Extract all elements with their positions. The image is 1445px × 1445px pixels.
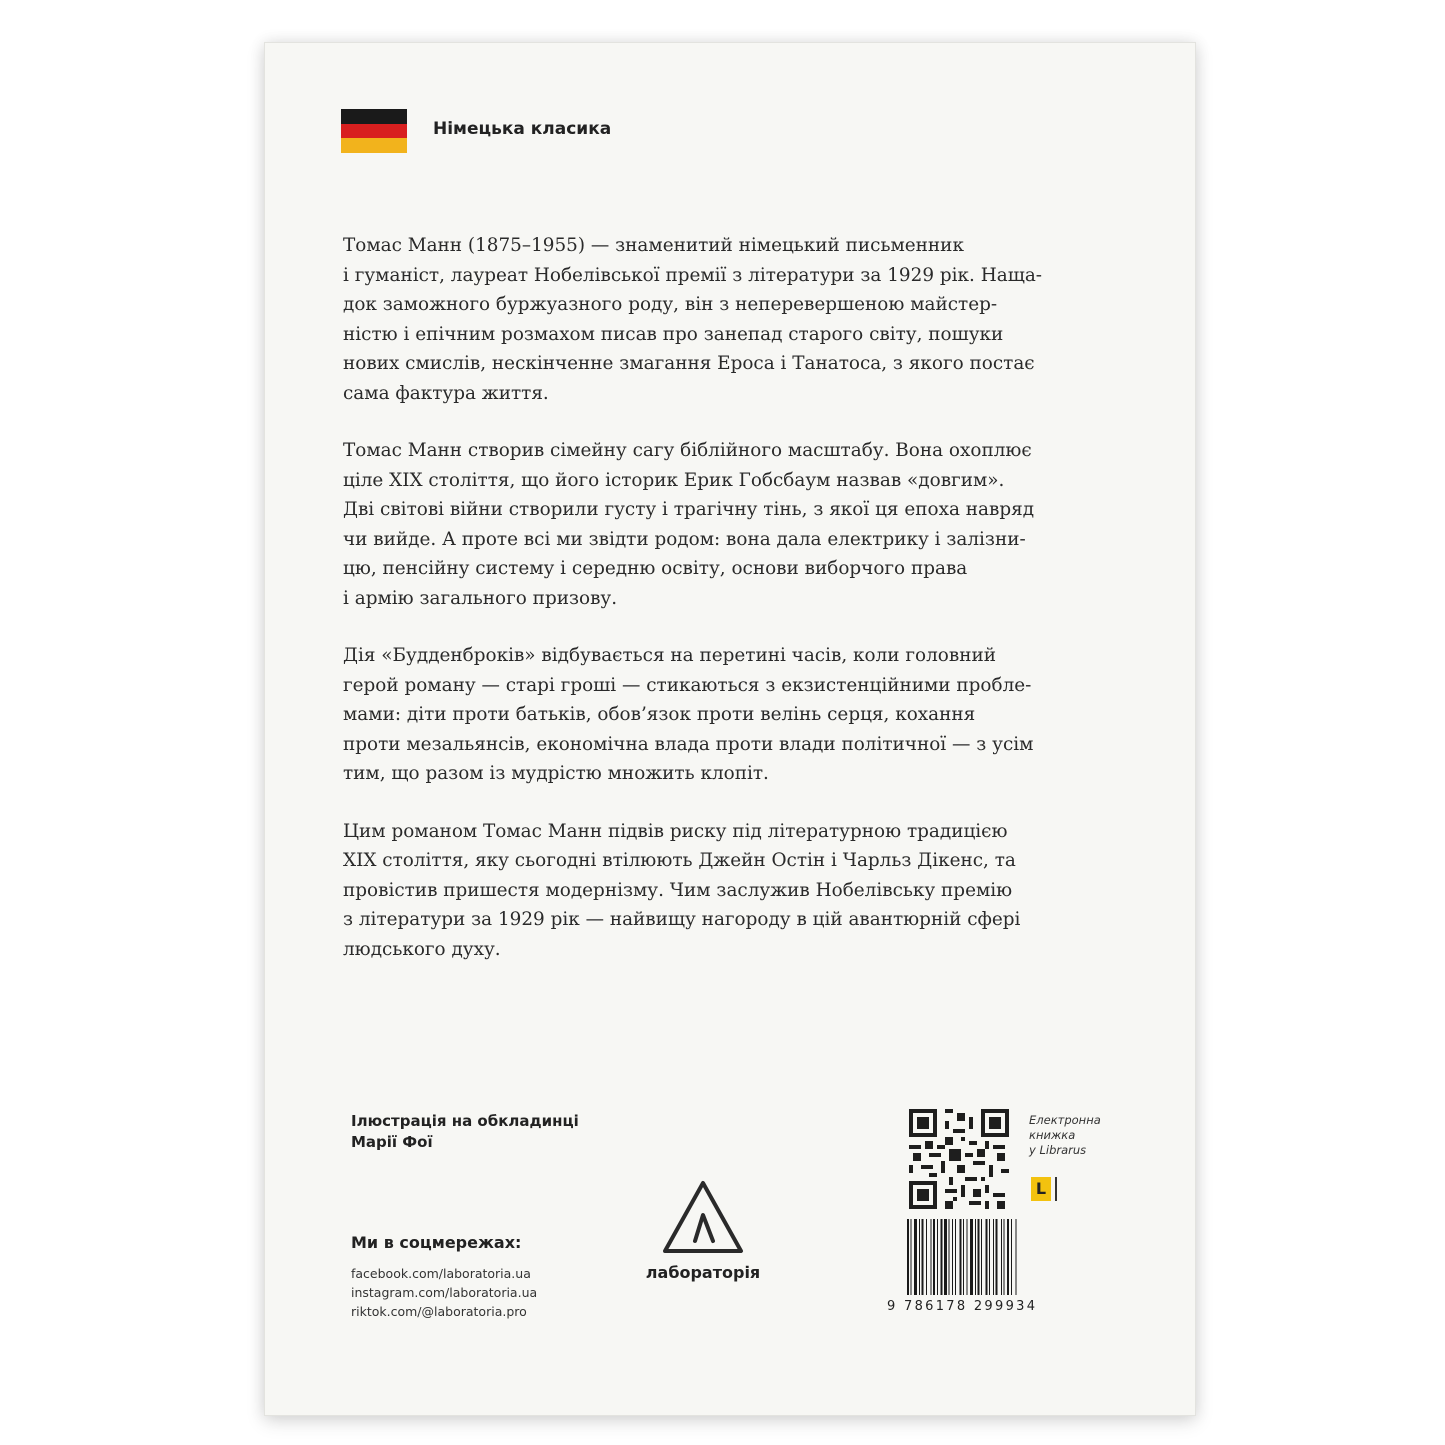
barcode-bar	[940, 1219, 942, 1295]
blurb-line: док заможного буржуазного роду, він з неперевершеною майстер-	[343, 294, 998, 315]
blurb-paragraph-3	[343, 641, 1103, 789]
blurb-paragraph-2	[343, 436, 1103, 613]
blurb-line: сама фактура життя.	[343, 382, 549, 404]
barcode-bar	[993, 1219, 994, 1295]
barcode-bar	[1011, 1219, 1012, 1295]
blurb-paragraph-1	[343, 231, 1103, 408]
blurb-line: проти мезальянсів, економічна влада проти влади політичної — з усім	[343, 733, 1034, 755]
blurb-line: ціле XIX століття, що його історик Ерик Гобсбаум назвав «довгим».	[343, 469, 1005, 491]
tiktok-link[interactable]: riktok.com/@laboratoria.pro	[351, 1304, 527, 1319]
blurb-line: чи вийде. А проте всі ми звідти родом: вона дала електрику і залізни-	[343, 528, 1026, 550]
blurb-line: Томас Манн створив сімейну сагу біблійного масштабу. Вона охоплює	[343, 440, 1032, 461]
series-title: Німецька класика	[433, 119, 612, 139]
blurb-line: цю, пенсійну систему і середню освіту, основи виборчого права	[343, 558, 968, 579]
barcode-bar	[989, 1219, 990, 1295]
blurb-paragraph-4	[343, 817, 1103, 965]
barcode-bar	[933, 1219, 935, 1295]
barcode-bar	[975, 1219, 976, 1295]
blurb-line: герой роману — старі гроші — стикаються з екзистенційними пробле-	[343, 674, 1032, 696]
cover-illustration-credit	[351, 1111, 579, 1153]
librarus-logo-bar	[1055, 1177, 1057, 1201]
credit-artist: Марії Фої	[351, 1133, 433, 1151]
blurb-line: і гуманіст, лауреат Нобелівської премії з літератури за 1929 рік. Наща-	[343, 264, 1042, 286]
barcode-bar	[977, 1219, 979, 1295]
barcode-bar	[944, 1219, 947, 1295]
flag-band-black	[341, 109, 407, 124]
blurb	[343, 231, 1103, 992]
barcode-bar	[921, 1219, 923, 1295]
blurb-line: Цим романом Томас Манн підвів риску під літературною традицією	[343, 820, 1008, 842]
barcode-bar	[1007, 1219, 1009, 1295]
publisher-logo	[633, 1179, 773, 1282]
barcode-bar	[963, 1219, 964, 1295]
blurb-line: мами: діти проти батьків, обов’язок проти велінь серця, кохання	[343, 704, 976, 725]
instagram-link[interactable]: instagram.com/laboratoria.ua	[351, 1285, 538, 1300]
ebook-label	[1029, 1113, 1101, 1158]
ebook-line: книжка	[1029, 1128, 1076, 1142]
barcode-bar	[914, 1219, 917, 1295]
blurb-line: людського духу.	[343, 938, 501, 960]
barcode-bar	[986, 1219, 988, 1295]
blurb-line: XIX століття, яку сьогодні втілюють Джейн Остін і Чарльз Дікенс, та	[343, 850, 1016, 871]
social-title: Ми в соцмережах:	[351, 1233, 522, 1252]
blurb-line: провістив пришестя модернізму. Чим заслужив Нобелівську премію	[343, 879, 1013, 901]
blurb-line: ністю і епічним розмахом писав про занепад старого світу, пошуки	[343, 323, 1004, 345]
qr-code[interactable]	[909, 1109, 1009, 1209]
publisher-name: лабораторія	[645, 1263, 761, 1282]
blurb-line: Дія «Будденброків» відбувається на перетині часів, коли головний	[343, 645, 996, 666]
barcode-bar	[931, 1219, 932, 1295]
barcode-bar	[959, 1219, 961, 1295]
barcode-bar	[907, 1219, 909, 1295]
barcode-bar	[1001, 1219, 1002, 1295]
book-back-cover	[264, 42, 1196, 1416]
isbn-number: 9 786178 299934	[887, 1299, 1038, 1314]
barcode-bar	[1015, 1219, 1016, 1295]
blurb-line: тим, що разом із мудрістю множить клопіт.	[343, 763, 769, 784]
barcode-bar	[1004, 1219, 1005, 1295]
facebook-link[interactable]: facebook.com/laboratoria.ua	[351, 1266, 531, 1281]
blurb-line: Дві світові війни створили густу і трагічну тінь, з якої ця епоха навряд	[343, 499, 1035, 520]
barcode-bar	[967, 1219, 968, 1295]
barcode-bar	[970, 1219, 973, 1295]
barcode-bar	[995, 1219, 997, 1295]
flag-band-red	[341, 124, 407, 139]
barcode-bar	[911, 1219, 912, 1295]
barcode-bar	[949, 1219, 950, 1295]
barcode-bar	[937, 1219, 938, 1295]
ebook-line: у Librarus	[1029, 1143, 1087, 1157]
blurb-line: Томас Манн (1875–1955) — знаменитий німецький письменник	[343, 235, 964, 256]
laboratoria-triangle-icon	[661, 1179, 745, 1255]
barcode-bar	[919, 1219, 920, 1295]
barcode-bar	[952, 1219, 953, 1295]
ebook-line: Електронна	[1029, 1113, 1101, 1127]
blurb-line: нових смислів, нескінченне змагання Ероса і Танатоса, з якого постає	[343, 353, 1035, 374]
credit-label: Ілюстрація на обкладинці	[351, 1112, 579, 1130]
german-flag-icon	[341, 109, 407, 153]
blurb-line: з літератури за 1929 рік — найвищу нагороду в цій авантюрній сфері	[343, 909, 1021, 930]
barcode	[905, 1219, 1059, 1297]
flag-band-gold	[341, 138, 407, 153]
barcode-bar	[926, 1219, 927, 1295]
librarus-logo-icon: L	[1031, 1177, 1051, 1201]
barcode-bar	[955, 1219, 956, 1295]
blurb-line: і армію загального призову.	[343, 587, 618, 609]
barcode-bar	[981, 1219, 982, 1295]
social-links	[351, 1233, 537, 1321]
